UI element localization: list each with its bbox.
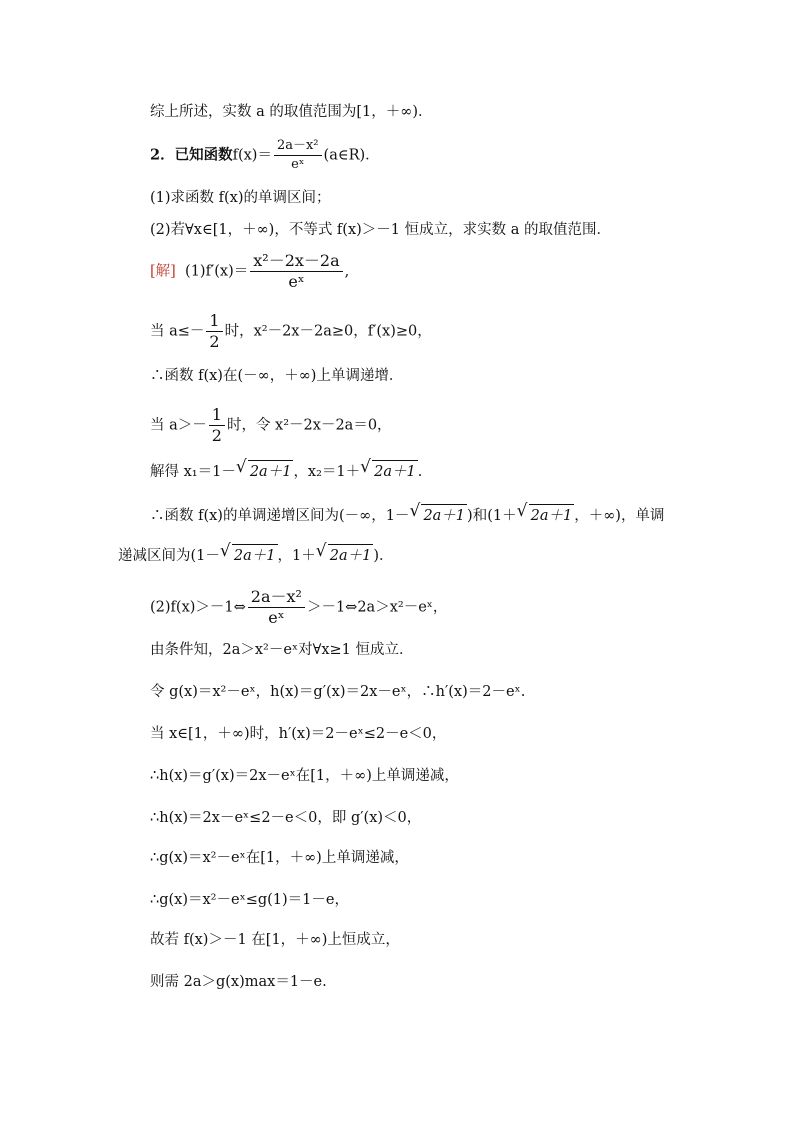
radicand: 2a＋1 bbox=[232, 544, 278, 566]
text-head: ∴函数 f(x)的单调递增区间为(－∞，1－ bbox=[150, 508, 410, 524]
text-mid: ，1＋ bbox=[277, 548, 316, 564]
text-tail: . bbox=[417, 464, 423, 480]
derivative-label: (1)f′(x)＝ bbox=[185, 263, 249, 280]
fraction bbox=[209, 406, 225, 445]
text-line bbox=[150, 588, 447, 627]
radicand: 2a＋1 bbox=[529, 504, 575, 526]
text-line: 则需 2a＞g(x)max＝1－e. bbox=[150, 974, 327, 990]
text-line bbox=[150, 312, 432, 351]
fraction bbox=[206, 312, 222, 351]
text-line: ∴函数 f(x)在(－∞，＋∞)上单调递增． bbox=[150, 368, 404, 384]
sqrt bbox=[360, 460, 418, 482]
text-tail: 时，令 x²－2x－2a＝0， bbox=[226, 417, 392, 434]
root-x1: x₁＝1－ bbox=[183, 464, 236, 480]
sqrt bbox=[517, 504, 575, 526]
text-line: (1)求函数 f(x)的单调区间； bbox=[150, 190, 331, 206]
text-head: 解得 bbox=[150, 464, 179, 480]
fraction bbox=[248, 588, 305, 627]
text-line: (2)若∀x∈[1，＋∞)，不等式 f(x)＞－1 恒成立，求实数 a 的取值范围． bbox=[150, 222, 611, 238]
denominator: eˣ bbox=[288, 272, 305, 291]
solution-label: [解] bbox=[150, 263, 176, 280]
text-head: 递减区间为(1－ bbox=[118, 548, 220, 564]
radicand: 2a＋1 bbox=[421, 504, 467, 526]
denominator: eˣ bbox=[291, 157, 305, 172]
text-head: (2)f(x)＞－1⇔ bbox=[150, 599, 246, 616]
text-head: 当 a＞－ bbox=[150, 417, 207, 434]
text-mid: )和(1＋ bbox=[467, 508, 517, 524]
numerator: 1 bbox=[209, 406, 225, 426]
text-line bbox=[118, 544, 394, 566]
text-tail: (a∈R)． bbox=[323, 147, 380, 164]
text-line: 综上所述，实数 a 的取值范围为[1，＋∞)． bbox=[150, 104, 433, 120]
text-line: ∴h(x)＝g′(x)＝2x－eˣ在[1，＋∞)上单调递减， bbox=[150, 768, 459, 784]
solution-derivative bbox=[150, 252, 349, 291]
problem-statement bbox=[150, 138, 380, 173]
text-tail: )． bbox=[373, 548, 394, 564]
numerator: 2a－x² bbox=[248, 588, 305, 608]
denominator: 2 bbox=[209, 332, 220, 351]
sqrt bbox=[316, 544, 374, 566]
text-tail: ＞－1⇔2a＞x²－eˣ， bbox=[306, 599, 448, 616]
text-tail: ，＋∞)，单调 bbox=[574, 508, 665, 524]
text-line: 由条件知，2a＞x²－eˣ对∀x≥1 恒成立． bbox=[150, 642, 414, 658]
numerator: 2a－x² bbox=[274, 138, 322, 156]
text-line bbox=[150, 406, 392, 445]
function-label: f(x)＝ bbox=[232, 147, 272, 164]
numerator: x²－2x－2a bbox=[250, 252, 342, 272]
text-tail: 时，x²－2x－2a≥0，f′(x)≥0， bbox=[224, 323, 432, 340]
radicand: 2a＋1 bbox=[248, 460, 294, 482]
root-x2: ，x₂＝1＋ bbox=[293, 464, 361, 480]
text-tail: , bbox=[344, 263, 350, 280]
sqrt bbox=[220, 544, 278, 566]
text-line: ∴g(x)＝x²－eˣ≤g(1)＝1－e， bbox=[150, 892, 349, 908]
text-head: 当 a≤－ bbox=[150, 323, 205, 340]
fraction bbox=[274, 138, 322, 173]
text-line bbox=[150, 504, 664, 526]
radicand: 2a＋1 bbox=[372, 460, 418, 482]
problem-number: 2．已知函数 bbox=[150, 146, 233, 164]
fraction bbox=[250, 252, 342, 291]
radicand: 2a＋1 bbox=[328, 544, 374, 566]
sqrt bbox=[409, 504, 467, 526]
text-line: 故若 f(x)＞－1 在[1，＋∞)上恒成立， bbox=[150, 932, 400, 948]
denominator: eˣ bbox=[268, 608, 285, 627]
text-line: 当 x∈[1，＋∞)时，h′(x)＝2－eˣ≤2－e＜0， bbox=[150, 726, 447, 742]
sqrt bbox=[236, 460, 294, 482]
denominator: 2 bbox=[211, 426, 222, 445]
text-line bbox=[150, 460, 422, 482]
text-line: 令 g(x)＝x²－eˣ，h(x)＝g′(x)＝2x－eˣ，∴h′(x)＝2－eˣ. bbox=[150, 684, 526, 700]
text-line: ∴g(x)＝x²－eˣ在[1，＋∞)上单调递减， bbox=[150, 850, 409, 866]
text-line: ∴h(x)＝2x－eˣ≤2－e＜0，即 g′(x)＜0， bbox=[150, 810, 422, 826]
numerator: 1 bbox=[206, 312, 222, 332]
